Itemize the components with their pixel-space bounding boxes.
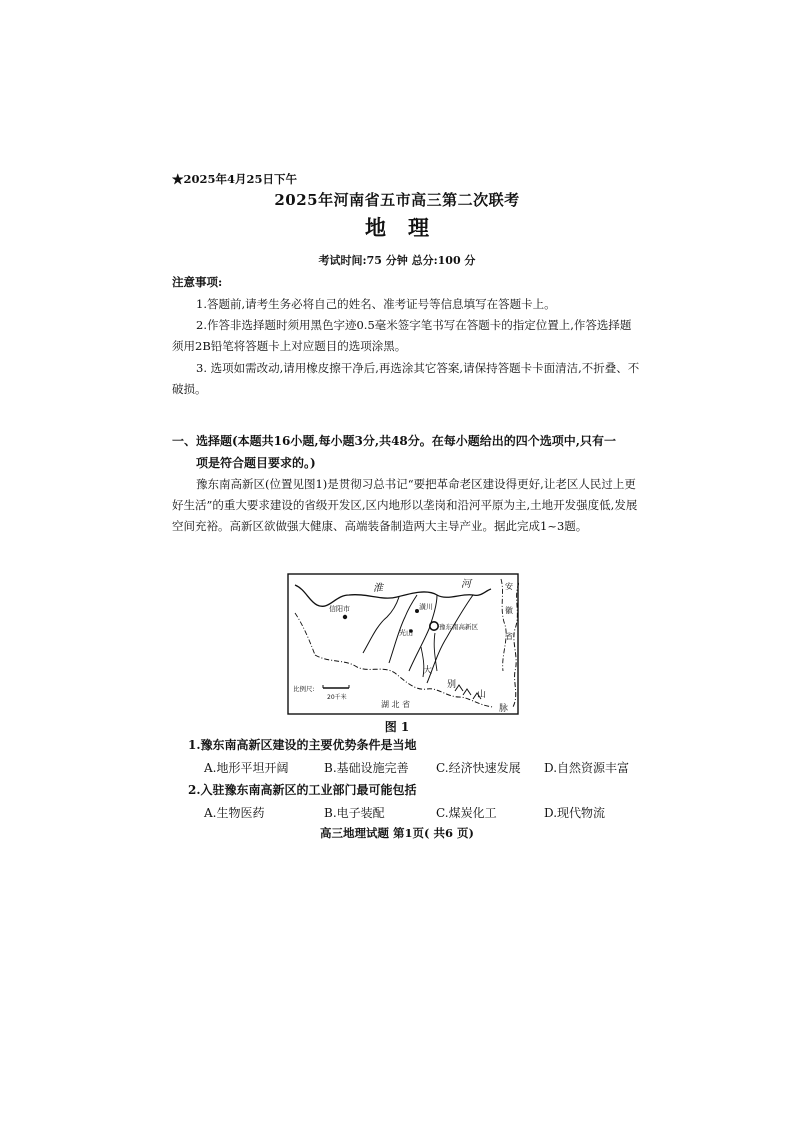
xinyang-point — [343, 615, 347, 619]
label-mai: 脉 — [499, 704, 509, 714]
page-footer: 高三地理试题 第1页( 共6 页) — [320, 826, 474, 840]
label-da: 大 — [423, 666, 433, 676]
label-gaoxin: 豫东南高新区 — [439, 623, 478, 631]
label-sheng: 省 — [505, 632, 513, 641]
notice-title: 注意事项: — [172, 275, 223, 289]
question-2-options — [204, 804, 644, 821]
label-huai: 淮 — [373, 583, 383, 594]
notice-item-2: 2.作答非选择题时须用黑色字迹0.5毫米签字笔书写在答题卡的指定位置上,作答选择题须用2B铅笔将答题卡上对应题目的选项涂黑。 — [172, 318, 632, 353]
question-1-stem: 1.豫东南高新区建设的主要优势条件是当地 — [188, 738, 417, 752]
subject-title: 地理 — [365, 215, 451, 240]
label-shan: 山 — [477, 690, 487, 700]
material-paragraph: 豫东南高新区(位置见图1)是贯彻习总书记“要把革命老区建设得更好,让老区人民过上更好生活”的重大要求建设的省级开发区,区内地形以垄岗和沿河平原为主,土地开发强度低,发展空间充裕。高新区欲做强大健康、高端装备制造两大主导产业。据此完成1~3题。 — [172, 477, 638, 533]
q1-option-b: B.基础设施完善 — [324, 761, 409, 775]
label-scale: 比例尺: — [293, 685, 315, 693]
question-1-options — [204, 759, 644, 776]
exam-time-info: 考试时间:75 分钟 总分:100 分 — [318, 254, 476, 267]
section-heading-line1: 一、选择题(本题共16小题,每小题3分,共48分。在每小题给出的四个选项中,只有一 — [172, 434, 616, 448]
exam-title: 2025年河南省五市高三第二次联考 — [274, 191, 520, 209]
q1-option-a: A.地形平坦开阔 — [204, 761, 289, 775]
map-figure — [287, 573, 519, 715]
q2-option-a: A.生物医药 — [204, 806, 265, 820]
q2-option-c: C.煤炭化工 — [436, 806, 497, 820]
label-guangshan: 光山 — [399, 629, 413, 637]
label-hubei: 湖 北 省 — [381, 700, 411, 709]
label-huangchuan: 潢川 — [419, 603, 433, 611]
exam-date: ★2025年4月25日下午 — [172, 172, 298, 186]
label-xinyang: 信阳市 — [329, 605, 350, 613]
notice-item-1: 1.答题前,请考生务必将自己的姓名、准考证号等信息填写在答题卡上。 — [196, 297, 556, 311]
section-heading-line2: 项是符合题目要求的。) — [196, 456, 316, 470]
label-bie: 别 — [447, 680, 457, 690]
label-scale-value: 20千米 — [327, 694, 347, 701]
q2-option-d: D.现代物流 — [544, 806, 606, 820]
label-hui: 徽 — [505, 606, 513, 615]
section-heading — [172, 430, 642, 474]
figure-caption: 图 1 — [384, 720, 410, 734]
label-he: 河 — [461, 579, 471, 590]
q2-option-b: B.电子装配 — [324, 806, 385, 820]
q1-option-c: C.经济快速发展 — [436, 761, 521, 775]
notice-item-3: 3. 选项如需改动,请用橡皮擦干净后,再选涂其它答案,请保持答题卡卡面清洁,不折叠、不破损。 — [172, 361, 640, 396]
label-an: 安 — [505, 582, 513, 591]
q1-option-d: D.自然资源丰富 — [544, 761, 630, 775]
question-2-stem: 2.入驻豫东南高新区的工业部门最可能包括 — [188, 783, 417, 797]
